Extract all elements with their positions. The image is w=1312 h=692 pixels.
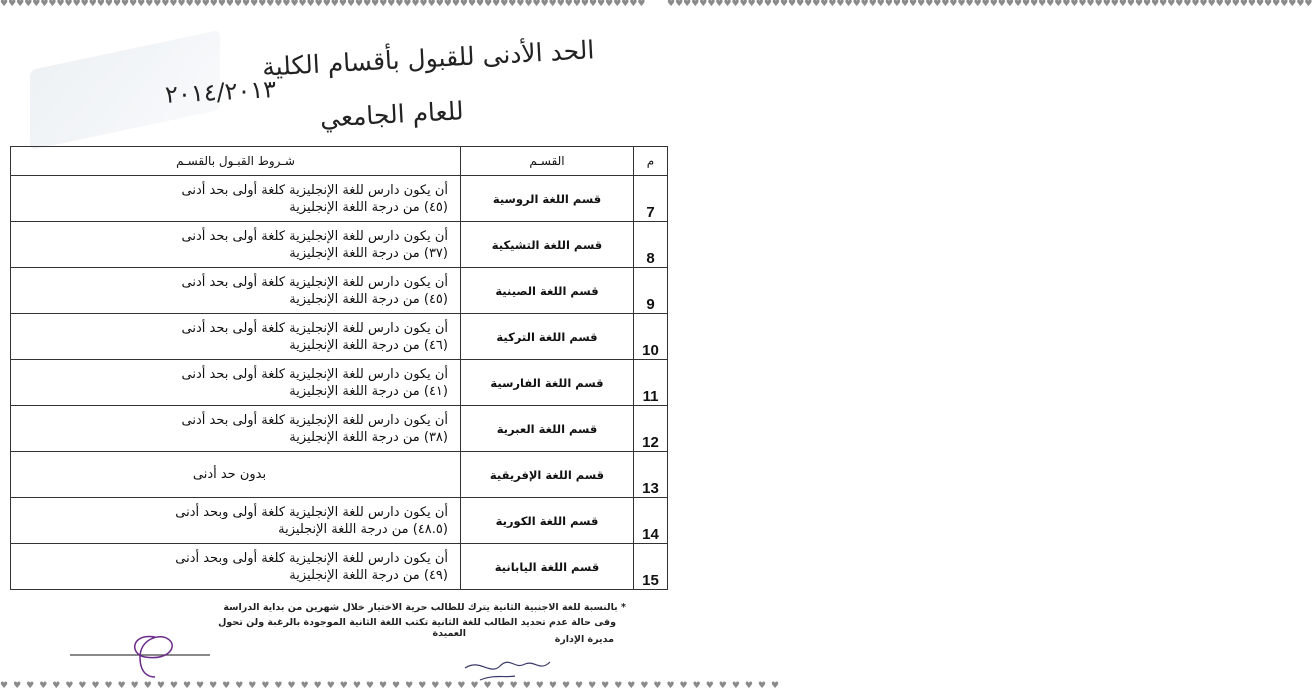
department-name: قسم اللغة الروسية (461, 176, 634, 222)
department-name: قسم اللغة التركية (461, 314, 634, 360)
row-number: 9 (634, 268, 668, 314)
row-number: 15 (634, 544, 668, 590)
admission-condition (11, 268, 461, 314)
heart-border-left: ♥♥♥♥♥♥♥♥♥♥♥♥♥♥♥♥♥♥♥♥♥♥♥♥♥♥♥♥♥♥♥♥♥♥♥♥♥♥♥♥♥♥♥♥♥♥♥♥♥♥♥♥♥♥♥♥♥♥♥♥♥♥♥♥♥♥♥♥♥♥♥♥♥♥♥♥♥♥♥♥ (0, 0, 646, 9)
document-title: الحد الأدنى للقبول بأقسام الكلية (261, 35, 595, 82)
row-number: 7 (634, 176, 668, 222)
table-row (11, 268, 668, 314)
table-row (11, 176, 668, 222)
department-name: قسم اللغة الإفريقية (461, 452, 634, 498)
row-number: 13 (634, 452, 668, 498)
condition-line-1: أن يكون دارس للغة الإنجليزية كلغة أولى بحد أدنى (181, 412, 448, 428)
table-row (11, 544, 668, 590)
condition-line-2: (٤٨.٥) من درجة اللغة الإنجليزية (278, 521, 448, 537)
admission-condition (11, 222, 461, 268)
department-name: قسم اللغة الفارسية (461, 360, 634, 406)
condition-line-2: (٣٧) من درجة اللغة الإنجليزية (289, 245, 448, 261)
condition-line-1: أن يكون دارس للغة الإنجليزية كلغة أولى وبحد أدنى (175, 550, 448, 566)
department-name: قسم اللغة اليابانية (461, 544, 634, 590)
table-row (11, 406, 668, 452)
row-number: 10 (634, 314, 668, 360)
admission-condition (11, 360, 461, 406)
header-department: القسـم (461, 147, 634, 176)
academic-year: ٢٠١٤/٢٠١٣ (164, 75, 277, 109)
table-row (11, 222, 668, 268)
heart-border-right: ♥♥♥♥♥♥♥♥♥♥♥♥♥♥♥♥♥♥♥♥♥♥♥♥♥♥♥♥♥♥♥♥♥♥♥♥♥♥♥♥♥♥♥♥♥♥♥♥♥♥♥♥♥♥♥♥♥♥♥♥♥♥♥♥♥♥♥♥♥♥♥♥♥♥♥♥♥♥♥♥ (667, 0, 1312, 9)
header-number: م (634, 147, 668, 176)
condition-line-1: أن يكون دارس للغة الإنجليزية كلغة أولى وبحد أدنى (175, 504, 448, 520)
header-conditions: شـروط القبـول بالقسـم (11, 147, 461, 176)
admission-condition (11, 406, 461, 452)
department-name: قسم اللغة الصينية (461, 268, 634, 314)
table-row (11, 452, 668, 498)
department-name: قسم اللغة التشيكية (461, 222, 634, 268)
footnote-1: * بالنسبة للغة الاجنبية الثانية يترك للطالب حرية الاختيار خلال شهرين من بداية الدراسة (223, 602, 626, 613)
table-row (11, 498, 668, 544)
admin-label: مديرة الإدارة (554, 634, 614, 645)
admission-condition (11, 452, 461, 498)
condition-line-2: (٤٦) من درجة اللغة الإنجليزية (289, 337, 448, 353)
condition-line-1: أن يكون دارس للغة الإنجليزية كلغة أولى بحد أدنى (181, 320, 448, 336)
document-subtitle: للعام الجامعي (319, 96, 465, 133)
row-number: 8 (634, 222, 668, 268)
admission-condition (11, 544, 461, 590)
department-name: قسم اللغة العبرية (461, 406, 634, 452)
condition-line-2: (٣٨) من درجة اللغة الإنجليزية (289, 429, 448, 445)
condition-line-1: أن يكون دارس للغة الإنجليزية كلغة أولى بحد أدنى (181, 366, 448, 382)
footnote-2: وفى حالة عدم تحديد الطالب للغة الثانية تكتب اللغة الثانية الموجودة بالرغبة ولن تحول (218, 617, 616, 628)
row-number: 14 (634, 498, 668, 544)
table-header (11, 147, 668, 176)
table-row (11, 360, 668, 406)
admin-signature (460, 648, 570, 688)
row-number: 12 (634, 406, 668, 452)
row-number: 11 (634, 360, 668, 406)
department-name: قسم اللغة الكورية (461, 498, 634, 544)
dean-signature (60, 625, 220, 685)
condition-line-2: (٤١) من درجة اللغة الإنجليزية (289, 383, 448, 399)
admission-table (10, 146, 668, 590)
admission-condition (11, 498, 461, 544)
condition-line-2: (٤٥) من درجة اللغة الإنجليزية (289, 199, 448, 215)
condition-line-2: (٤٥) من درجة اللغة الإنجليزية (289, 291, 448, 307)
condition-line-2: (٤٩) من درجة اللغة الإنجليزية (289, 567, 448, 583)
condition-line-1: بدون حد أدنى (192, 467, 267, 482)
admission-condition (11, 314, 461, 360)
condition-line-1: أن يكون دارس للغة الإنجليزية كلغة أولى بحد أدنى (181, 228, 448, 244)
admission-condition (11, 176, 461, 222)
table-row (11, 314, 668, 360)
condition-line-1: أن يكون دارس للغة الإنجليزية كلغة أولى بحد أدنى (181, 274, 448, 290)
condition-line-1: أن يكون دارس للغة الإنجليزية كلغة أولى بحد أدنى (181, 182, 448, 198)
heart-border-bottom: ♥♥♥♥♥♥♥♥♥♥♥♥♥♥♥♥♥♥♥♥♥♥♥♥♥♥♥♥♥♥♥♥♥♥♥♥♥♥♥♥♥♥♥♥♥♥♥♥♥♥♥♥♥♥♥♥♥♥♥♥ (0, 681, 785, 691)
dean-label: العميدة (432, 628, 466, 639)
